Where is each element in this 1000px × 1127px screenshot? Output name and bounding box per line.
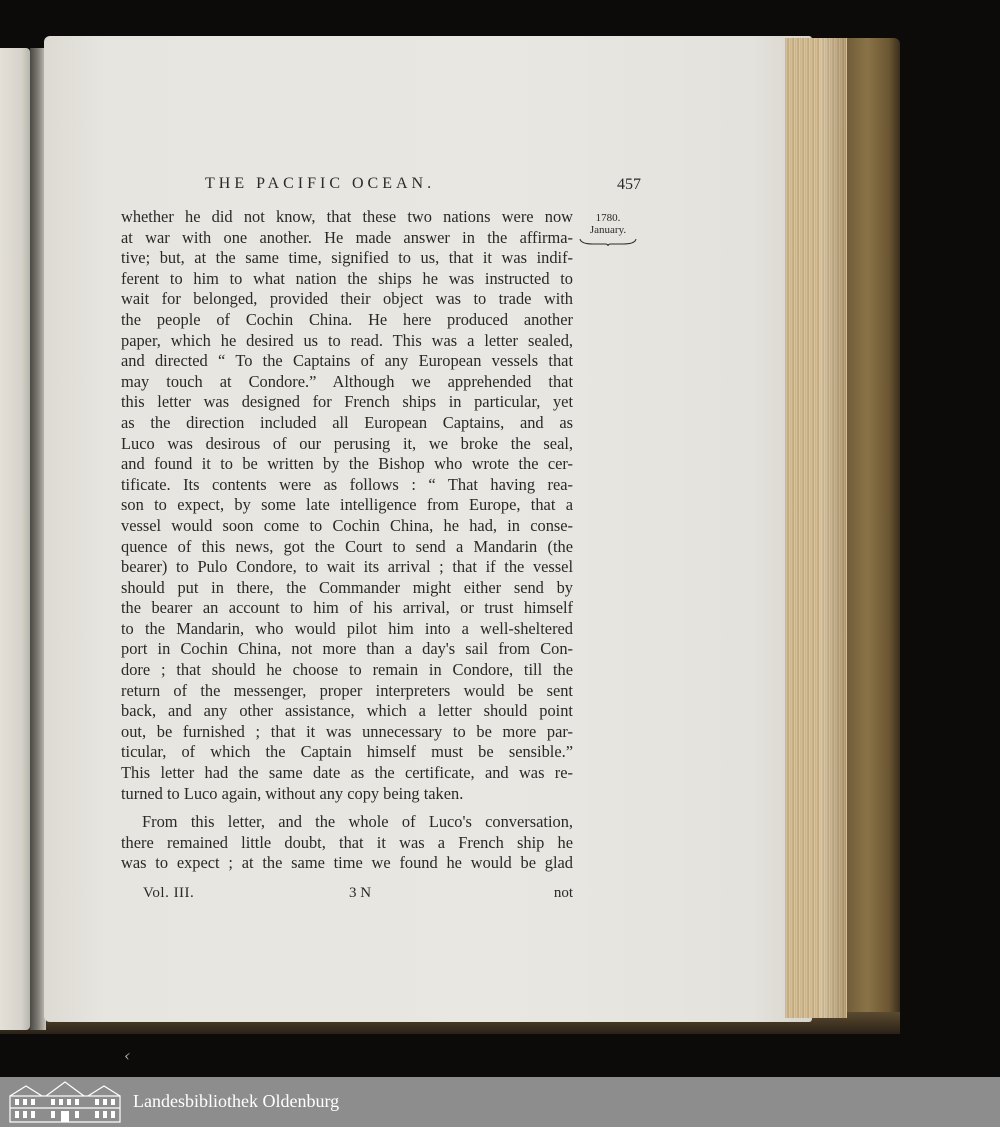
brace-icon bbox=[579, 238, 637, 246]
text-line: should put in there, the Commander might either send by bbox=[121, 577, 573, 597]
text-line: dore ; that should he choose to remain in Condore, till the bbox=[121, 660, 573, 680]
library-name: Landesbibliothek Oldenburg bbox=[133, 1091, 340, 1111]
text-line: This letter had the same date as the certificate, and was re- bbox=[121, 763, 573, 783]
text-line: return of the messenger, proper interpreters would be sent bbox=[121, 680, 573, 700]
text-line: and directed “ To the Captains of any European vessels that bbox=[121, 351, 573, 371]
margin-date-note bbox=[578, 212, 638, 246]
signature-mark: 3 N bbox=[349, 885, 372, 901]
text-line: paper, which he desired us to read. This was a letter sealed, bbox=[121, 330, 573, 350]
text-line: tive; but, at the same time, signified to us, that it was indif- bbox=[121, 248, 573, 268]
text-line: whether he did not know, that these two nations were now bbox=[121, 207, 573, 226]
page-number: 457 bbox=[617, 176, 641, 193]
left-page-edge bbox=[0, 48, 30, 1030]
text-line: bearer) to Pulo Condore, to wait its arrival ; that if the vessel bbox=[121, 557, 573, 577]
text-line: tificate. Its contents were as follows : “ That having rea- bbox=[121, 474, 573, 494]
margin-year: 1780. bbox=[595, 212, 621, 224]
text-line: back, and any other assistance, which a letter should point bbox=[121, 701, 573, 721]
running-header: THE PACIFIC OCEAN. bbox=[205, 175, 436, 192]
text-line: turned to Luco again, without any copy being taken. bbox=[121, 783, 464, 803]
page-footer bbox=[121, 885, 573, 907]
text-line: was to expect ; at the same time we found he would be glad bbox=[121, 853, 573, 873]
text-line: this letter was designed for French ships in particular, yet bbox=[121, 392, 573, 412]
book-cover-edge bbox=[845, 38, 900, 1030]
fore-edge-shade bbox=[820, 38, 846, 1018]
text-line: at war with one another. He made answer in the affirma- bbox=[121, 227, 573, 247]
text-line: From this letter, and the whole of Luco's conversation, bbox=[142, 812, 573, 832]
paragraph-gap bbox=[121, 804, 573, 812]
text-line: the bearer an account to him of his arrival, or trust himself bbox=[121, 598, 573, 618]
text-line: quence of this news, got the Court to send a Mandarin (the bbox=[121, 536, 573, 556]
text-line: son to expect, by some late intelligence from Europe, that a bbox=[121, 495, 573, 515]
text-line: ferent to him to what nation the ships he was instructed to bbox=[121, 268, 573, 288]
text-line: to the Mandarin, who would pilot him into a well-sheltered bbox=[121, 618, 573, 638]
text-line: out, be furnished ; that it was unnecessary to be more par- bbox=[121, 721, 573, 741]
volume-label: Vol. III. bbox=[143, 885, 195, 901]
library-building-logo-icon bbox=[6, 1080, 124, 1124]
text-line: and found it to be written by the Bishop who wrote the cer- bbox=[121, 454, 573, 474]
text-line: Luco was desirous of our perusing it, we broke the seal, bbox=[121, 433, 573, 453]
text-line: the people of Cochin China. He here produced another bbox=[121, 309, 573, 329]
text-line: wait for belonged, provided their object was to trade with bbox=[121, 289, 573, 309]
text-line: ticular, of which the Captain himself must be sensible.” bbox=[121, 742, 573, 762]
catchword: not bbox=[553, 885, 573, 901]
margin-month: January. bbox=[589, 224, 627, 236]
text-line: port in Cochin China, not more than a day's sail from Con- bbox=[121, 639, 573, 659]
text-line: as the direction included all European Captains, and as bbox=[121, 412, 573, 432]
stray-mark: ‹ bbox=[124, 1046, 131, 1065]
text-line: vessel would soon come to Cochin China, he had, in conse- bbox=[121, 515, 573, 535]
text-line: there remained little doubt, that it was a French ship he bbox=[121, 832, 573, 852]
text-line: may touch at Condore.” Although we apprehended that bbox=[121, 371, 573, 391]
body-text bbox=[121, 207, 573, 874]
